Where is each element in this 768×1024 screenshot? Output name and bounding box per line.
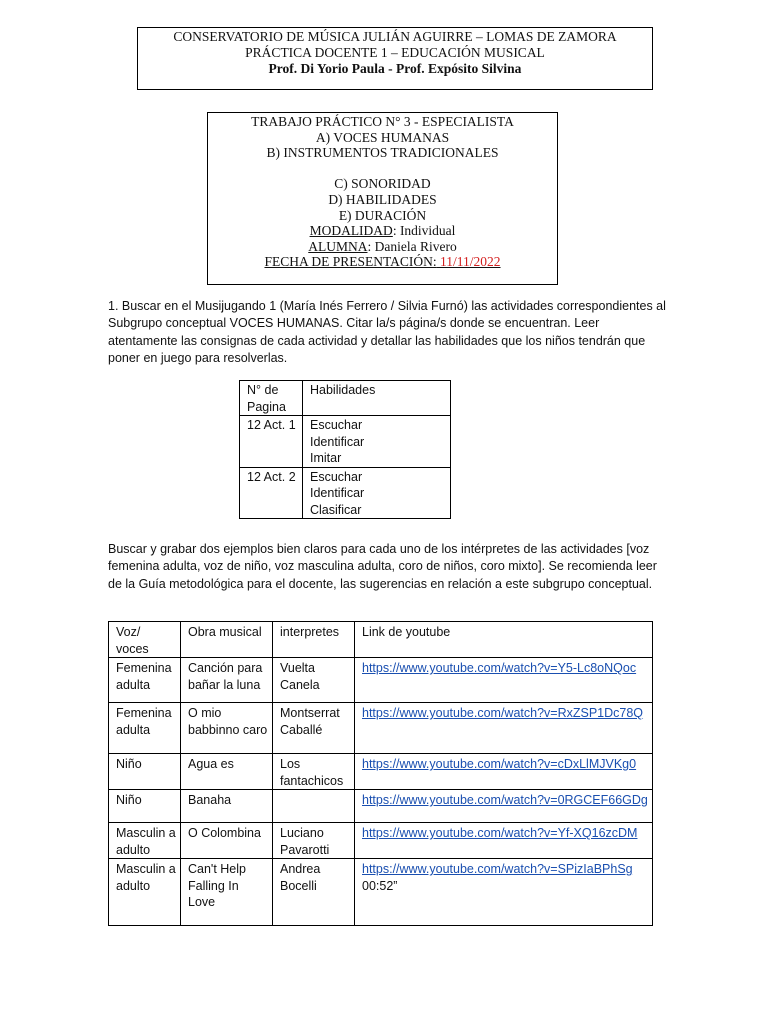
voz-cell: Masculin a adulto bbox=[109, 859, 181, 926]
topic-c: C) SONORIDAD bbox=[334, 176, 431, 192]
link-cell bbox=[355, 703, 653, 754]
alumna-value: : Daniela Rivero bbox=[367, 238, 457, 254]
table-row bbox=[240, 467, 451, 519]
link-cell bbox=[355, 823, 653, 859]
topic-b: B) INSTRUMENTOS TRADICIONALES bbox=[266, 145, 499, 161]
table-header-row bbox=[109, 622, 653, 658]
header-link: Link de youtube bbox=[355, 622, 653, 658]
instruction-paragraph-2: Buscar y grabar dos ejemplos bien claros para cada uno de los intérpretes de las actividades [voz femenina adulta, voz de niño, voz masculina adulta, coro de niños, coro mixto]. Se recomienda leer de la Guía metodológica para el docente, las sugerencias en relación a este subgrupo conceptual. bbox=[108, 542, 657, 591]
page-cell: 12 Act. 2 bbox=[240, 467, 303, 519]
assignment-title: TRABAJO PRÁCTICO N° 3 - ESPECIALISTA bbox=[251, 114, 514, 129]
voz-cell: Femenina adulta bbox=[109, 658, 181, 703]
skill: Imitar bbox=[310, 451, 342, 465]
topic-d: D) HABILIDADES bbox=[328, 191, 437, 207]
table-row bbox=[109, 703, 653, 754]
table-row bbox=[109, 658, 653, 703]
modalidad-label: MODALIDAD bbox=[309, 223, 393, 239]
modalidad bbox=[208, 223, 557, 239]
skills-table bbox=[239, 380, 451, 519]
youtube-link[interactable]: https://www.youtube.com/watch?v=Y5-Lc8oNQoc bbox=[362, 661, 637, 675]
modalidad-value: : Individual bbox=[392, 223, 456, 239]
obra-cell: O Colombina bbox=[181, 823, 273, 859]
interprete-cell: Los fantachicos bbox=[273, 754, 355, 790]
school-name: CONSERVATORIO DE MÚSICA JULIÁN AGUIRRE – LOMAS DE ZAMORA bbox=[173, 29, 617, 44]
instruction-paragraph-1: 1. Buscar en el Musijugando 1 (María Inés Ferrero / Silvia Furnó) las actividades correspondientes al Subgrupo conceptual VOCES HUMANAS. Citar la/s página/s donde se encuentran. Leer atentamente las consignas de cada actividad y detallar las habilidades que los niños tendrán que poner en juego para resolverlas. bbox=[108, 299, 666, 365]
skills-cell bbox=[303, 416, 451, 468]
youtube-link[interactable]: https://www.youtube.com/watch?v=0RGCEF66GDg bbox=[362, 793, 648, 807]
link-cell bbox=[355, 790, 653, 823]
fecha bbox=[208, 254, 557, 270]
course-name: PRÁCTICA DOCENTE 1 – EDUCACIÓN MUSICAL bbox=[245, 45, 545, 60]
obra-cell: Can't Help Falling In Love bbox=[181, 859, 273, 926]
voz-cell: Femenina adulta bbox=[109, 703, 181, 754]
table-header-row bbox=[240, 381, 451, 416]
obra-cell: Agua es bbox=[181, 754, 273, 790]
voz-cell: Niño bbox=[109, 754, 181, 790]
interprete-cell: Andrea Bocelli bbox=[273, 859, 355, 926]
table-row bbox=[240, 416, 451, 468]
youtube-link[interactable]: https://www.youtube.com/watch?v=SPizIaBPhSg bbox=[362, 862, 633, 876]
topic-a: A) VOCES HUMANAS bbox=[315, 129, 450, 145]
header-interpretes: interpretes bbox=[273, 622, 355, 658]
alumna bbox=[208, 239, 557, 255]
timestamp: 00:52” bbox=[362, 878, 398, 893]
youtube-link[interactable]: https://www.youtube.com/watch?v=cDxLlMJVKg0 bbox=[362, 757, 637, 771]
fecha-value: 11/11/2022 bbox=[436, 254, 501, 270]
skill: Identificar bbox=[310, 486, 365, 500]
table-row bbox=[109, 823, 653, 859]
obra-cell: Canción para bañar la luna bbox=[181, 658, 273, 703]
table-row bbox=[109, 790, 653, 823]
obra-cell: Banaha bbox=[181, 790, 273, 823]
skill: Escuchar bbox=[310, 418, 363, 432]
interprete-cell: Montserrat Caballé bbox=[273, 703, 355, 754]
table-row bbox=[109, 754, 653, 790]
youtube-link[interactable]: https://www.youtube.com/watch?v=Yf-XQ16zcDM bbox=[362, 826, 638, 840]
header-obra: Obra musical bbox=[181, 622, 273, 658]
table-row bbox=[109, 859, 653, 926]
interprete-cell bbox=[273, 790, 355, 823]
assignment-box bbox=[207, 112, 558, 285]
youtube-link[interactable]: https://www.youtube.com/watch?v=RxZSP1Dc78Q bbox=[362, 706, 644, 720]
topic-e: E) DURACIÓN bbox=[338, 207, 427, 223]
link-cell bbox=[355, 754, 653, 790]
link-cell bbox=[355, 859, 653, 926]
link-cell bbox=[355, 658, 653, 703]
skill: Clasificar bbox=[310, 502, 362, 517]
voz-cell: Masculin a adulto bbox=[109, 823, 181, 859]
obra-cell: O mio babbinno caro bbox=[181, 703, 273, 754]
header-skills: Habilidades bbox=[303, 381, 451, 416]
header-voz: Voz/ voces bbox=[109, 622, 181, 658]
alumna-label: ALUMNA bbox=[308, 238, 368, 254]
interprete-cell: Vuelta Canela bbox=[273, 658, 355, 703]
fecha-label: FECHA DE PRESENTACIÓN: bbox=[264, 254, 437, 270]
header-box bbox=[137, 27, 653, 90]
skills-cell bbox=[303, 467, 451, 519]
skill: Identificar bbox=[310, 434, 365, 449]
voz-cell: Niño bbox=[109, 790, 181, 823]
interprete-cell: Luciano Pavarotti bbox=[273, 823, 355, 859]
professors: Prof. Di Yorio Paula - Prof. Expósito Silvina bbox=[268, 61, 522, 76]
skill: Escuchar bbox=[310, 469, 363, 484]
header-page: N° de Pagina bbox=[240, 381, 303, 416]
page-cell: 12 Act. 1 bbox=[240, 416, 303, 468]
examples-table bbox=[108, 621, 653, 926]
